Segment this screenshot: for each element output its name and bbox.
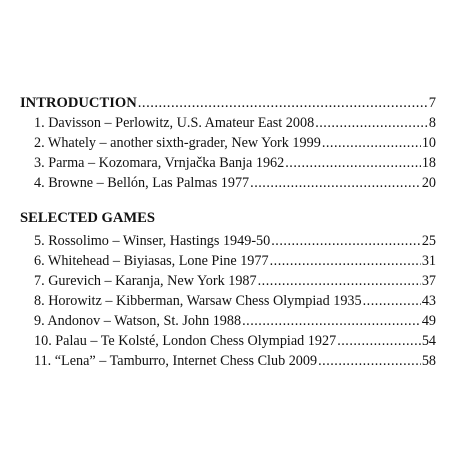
entry-label: 3. Parma – Kozomara, Vrnjačka Banja 1962 (34, 155, 285, 171)
entry-label: 11. “Lena” – Tamburro, Internet Chess Club 2009 (34, 353, 318, 369)
toc-entry[interactable] (20, 134, 436, 152)
page-number: 20 (421, 175, 436, 191)
dot-leader (138, 94, 428, 112)
page-number: 58 (421, 353, 436, 369)
dot-leader (250, 174, 421, 192)
toc-entry[interactable] (20, 272, 436, 290)
toc-entry[interactable] (20, 114, 436, 132)
toc-entry[interactable] (20, 332, 436, 350)
page-number: 43 (421, 293, 436, 309)
dot-leader (337, 332, 421, 350)
dot-leader (285, 154, 421, 172)
dot-leader (270, 252, 421, 270)
entry-label: 1. Davisson – Perlowitz, U.S. Amateur East 2008 (34, 115, 315, 131)
entry-label: 7. Gurevich – Karanja, New York 1987 (34, 273, 257, 289)
toc-entry[interactable] (20, 252, 436, 270)
entry-label: 4. Browne – Bellón, Las Palmas 1977 (34, 175, 250, 191)
entry-label: 6. Whitehead – Biyiasas, Lone Pine 1977 (34, 253, 269, 269)
entry-label: 2. Whately – another sixth-grader, New York 1999 (34, 135, 321, 151)
page-number: 54 (421, 333, 436, 349)
dot-leader (258, 272, 421, 290)
page-number: 25 (421, 233, 436, 249)
toc-entry[interactable] (20, 154, 436, 172)
dot-leader (318, 352, 421, 370)
entry-label: 5. Rossolimo – Winser, Hastings 1949-50 (34, 233, 271, 249)
entry-label: 10. Palau – Te Kolsté, London Chess Olympiad 1927 (34, 333, 337, 349)
toc-entry[interactable] (20, 292, 436, 310)
page-number: 8 (428, 115, 436, 131)
entry-label: 9. Andonov – Watson, St. John 1988 (34, 313, 242, 329)
toc-entry[interactable] (20, 352, 436, 370)
section-title: INTRODUCTION (20, 95, 137, 111)
page-number: 10 (421, 135, 436, 151)
toc-entry[interactable] (20, 174, 436, 192)
toc-entry[interactable] (20, 232, 436, 250)
entry-label: 8. Horowitz – Kibberman, Warsaw Chess Olympiad 1935 (34, 293, 362, 309)
dot-leader (363, 292, 421, 310)
page-number: 7 (428, 95, 436, 111)
toc-heading-selected-games: SELECTED GAMES (20, 210, 156, 226)
page-number: 18 (421, 155, 436, 171)
page-number: 37 (421, 273, 436, 289)
page-number: 31 (421, 253, 436, 269)
dot-leader (315, 114, 428, 132)
dot-leader (242, 312, 421, 330)
toc-heading-introduction[interactable] (20, 94, 436, 112)
dot-leader (322, 134, 421, 152)
page-number: 49 (421, 313, 436, 329)
dot-leader (271, 232, 421, 250)
toc-entry[interactable] (20, 312, 436, 330)
